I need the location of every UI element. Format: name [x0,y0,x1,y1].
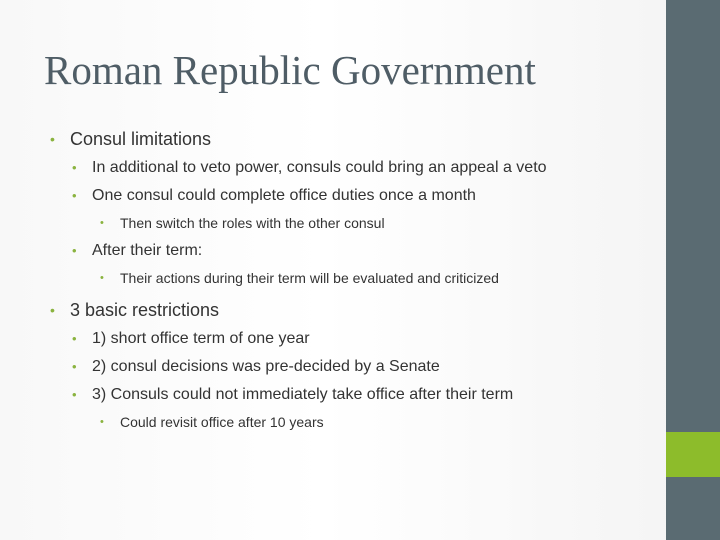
bullet-dot-icon: • [50,131,55,147]
bullet-one-year-term [72,329,650,349]
sidebar-accent-band [666,432,720,477]
bullet-text: 2) consul decisions was pre-decided by a Senate [92,358,440,375]
bullet-dot-icon: • [72,387,77,402]
sidebar-band-top [666,0,720,432]
bullet-text: After their term: [92,242,203,259]
bullet-text: In additional to veto power, consuls could bring an appeal a veto [92,159,547,176]
bullet-dot-icon: • [100,416,104,428]
bullet-monthly-duties [72,186,650,206]
bullet-list [50,128,650,440]
slide-title: Roman Republic Government [44,47,536,93]
bullet-veto-appeal [72,158,650,178]
bullet-dot-icon: • [50,302,55,318]
bullet-dot-icon: • [100,272,104,284]
decorative-sidebar [666,0,720,540]
bullet-text: 1) short office term of one year [92,330,310,347]
bullet-dot-icon: • [100,217,104,229]
bullet-text: Consul limitations [70,129,212,149]
bullet-switch-roles [100,214,650,232]
bullet-revisit-ten-years [100,413,650,431]
bullet-consul-limitations [50,128,650,150]
bullet-basic-restrictions [50,299,650,321]
bullet-text: Then switch the roles with the other consul [120,215,385,231]
bullet-dot-icon: • [72,359,77,374]
bullet-senate-decided [72,357,650,377]
bullet-text: Could revisit office after 10 years [120,414,324,430]
bullet-text: 3) Consuls could not immediately take office after their term [92,386,514,403]
bullet-no-immediate-office [72,385,650,405]
bullet-text: One consul could complete office duties once a month [92,187,476,204]
bullet-dot-icon: • [72,188,77,203]
bullet-dot-icon: • [72,331,77,346]
bullet-actions-evaluated [100,269,650,287]
bullet-dot-icon: • [72,243,77,258]
bullet-after-term [72,241,650,261]
bullet-text: Their actions during their term will be evaluated and criticized [120,270,499,286]
sidebar-band-bottom [666,477,720,540]
bullet-dot-icon: • [72,160,77,175]
bullet-text: 3 basic restrictions [70,300,220,320]
